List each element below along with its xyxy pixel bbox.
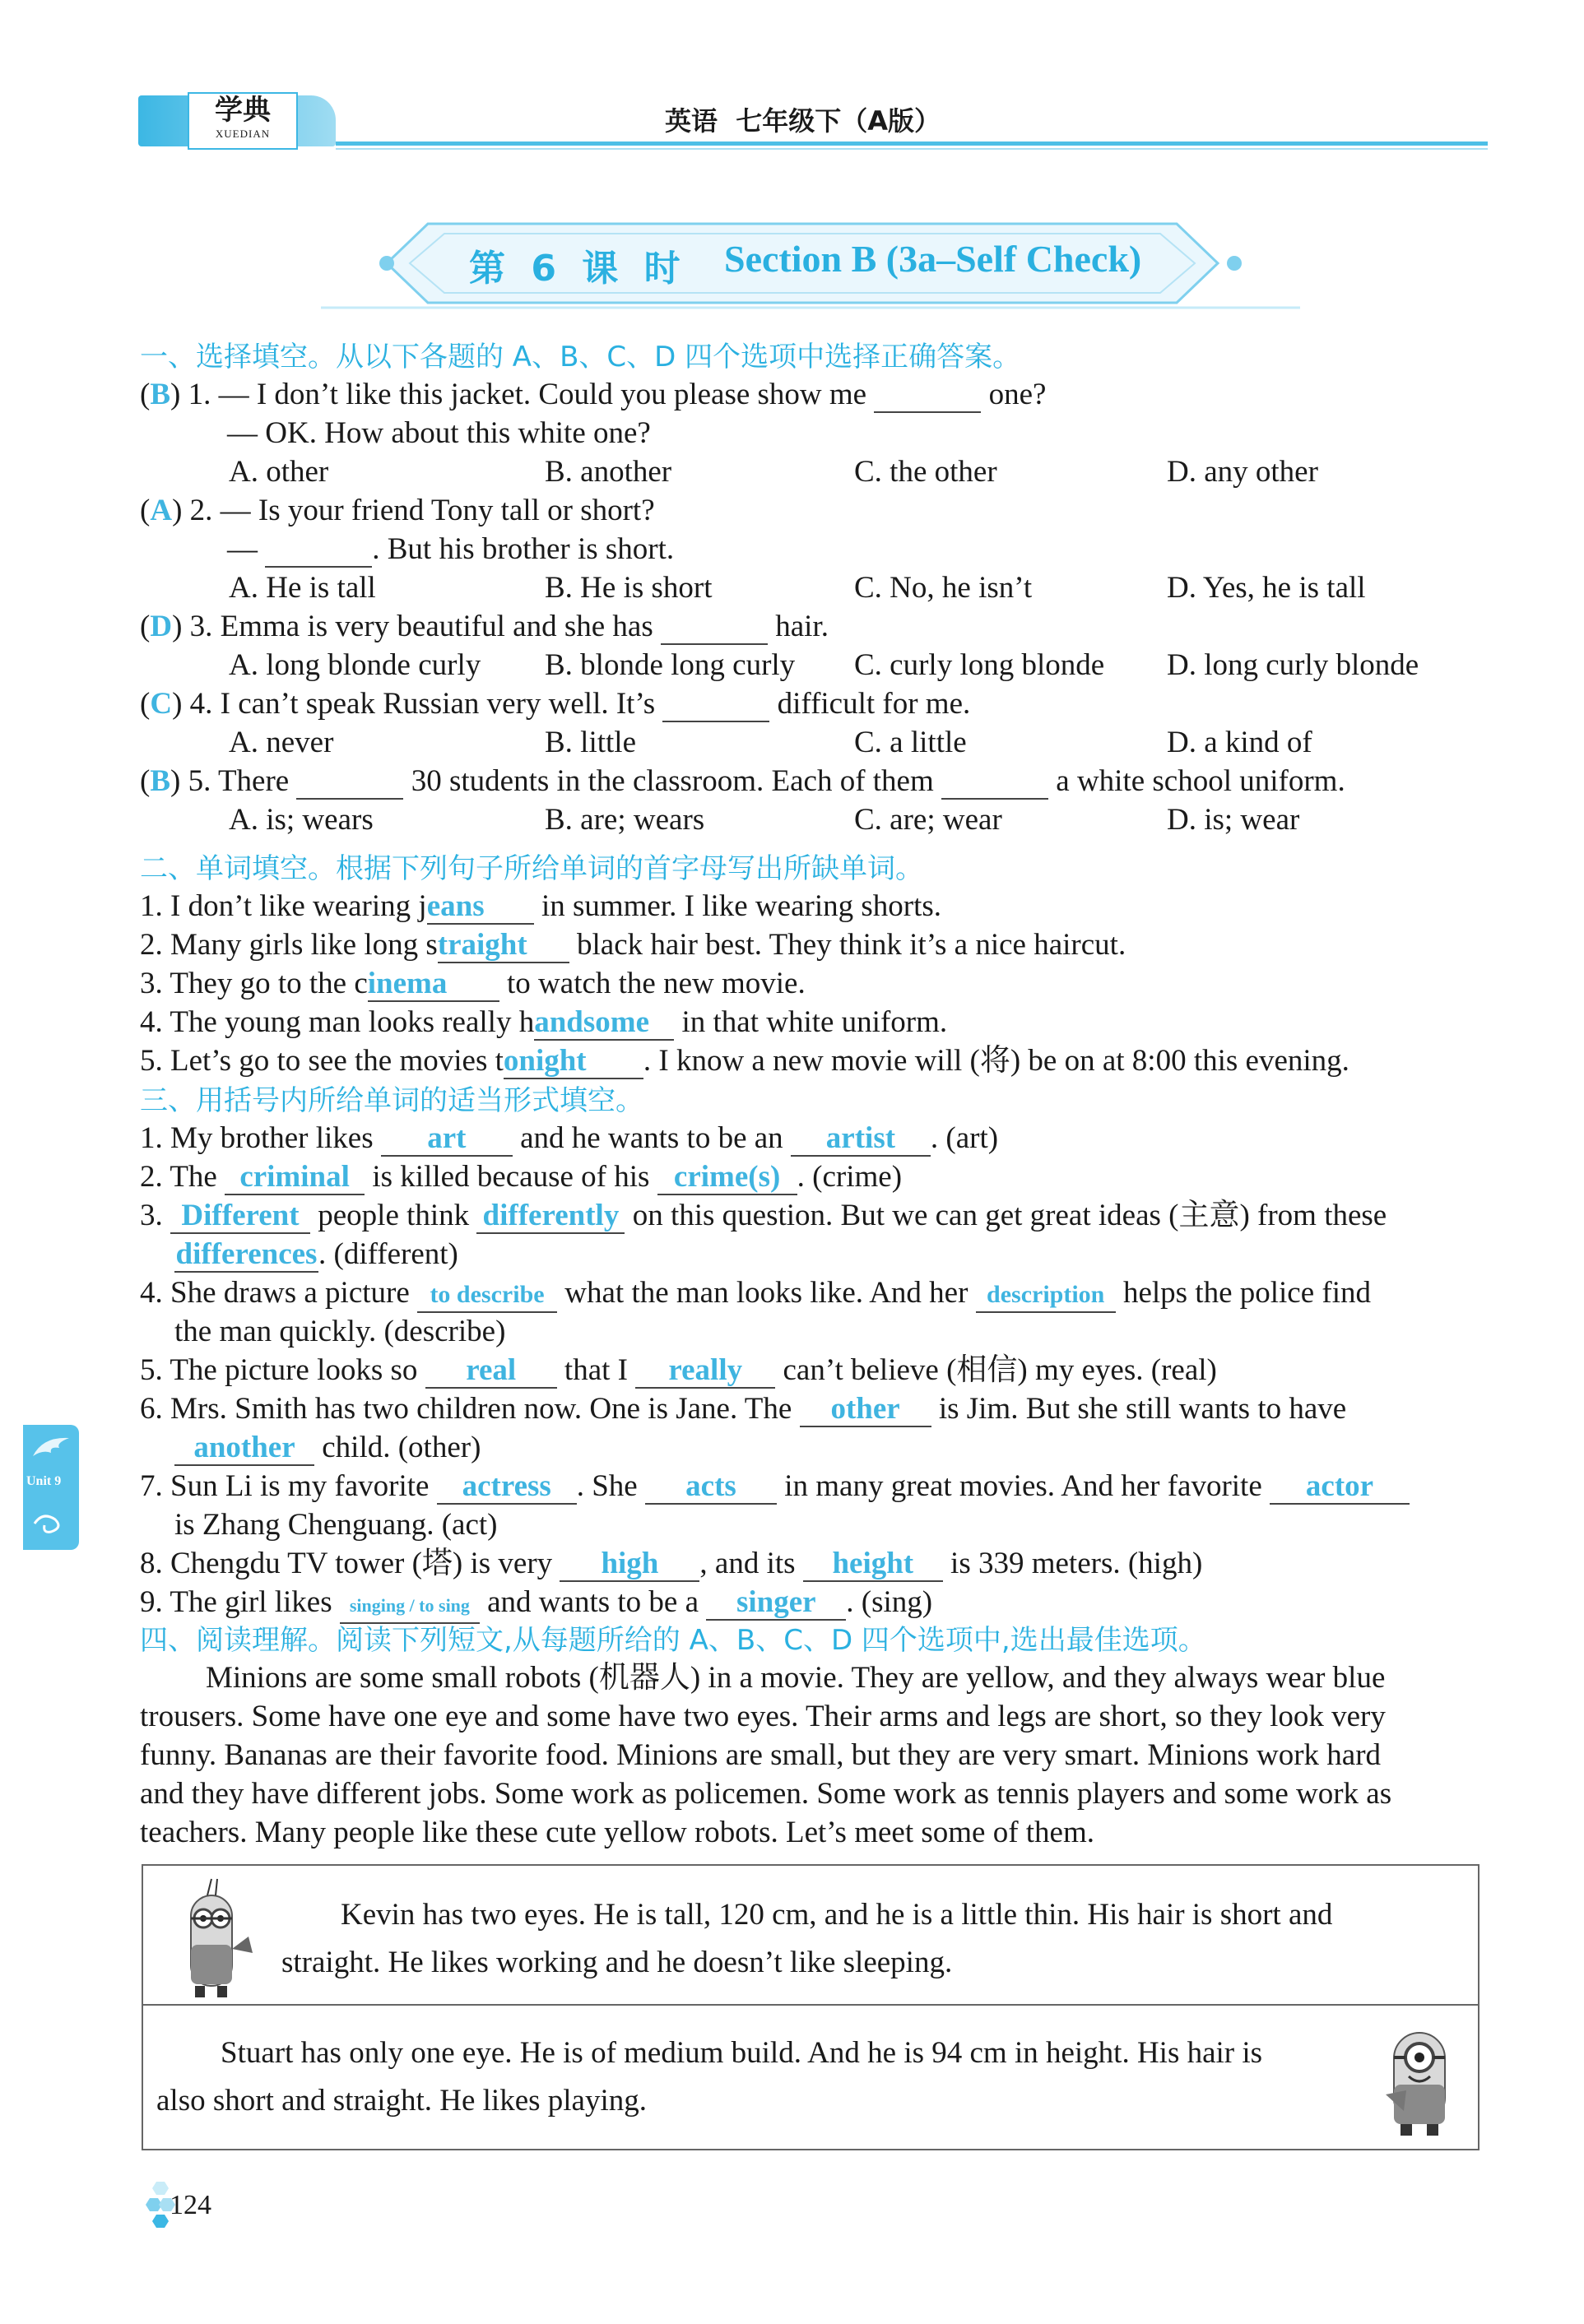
answer-blank: real [425, 1354, 557, 1389]
page-footer [140, 2178, 304, 2236]
answer-blank [874, 378, 981, 413]
kevin-panel [142, 1864, 1479, 2007]
form-item-6: 6. Mrs. Smith has two children now. One is Jane. The other is Jim. But she still wants to have [140, 1392, 1347, 1426]
form-item-3: 3. Different people think differently on this question. But we can get great ideas (主意) from these [140, 1199, 1387, 1232]
option-b: B. little [545, 726, 636, 759]
option-c: C. curly long blonde [854, 648, 1105, 682]
answer-1: B [150, 378, 171, 411]
banner-cn: 第 6 课 时 [469, 248, 687, 290]
passage-line-4: and they have different jobs. Some work as policemen. Some work as tennis players and some work as [140, 1777, 1392, 1811]
form-item-5: 5. The picture looks so real that I really can’t believe (相信) my eyes. (real) [140, 1353, 1217, 1387]
answer-blank: acts [645, 1470, 777, 1505]
option-b: B. He is short [545, 571, 713, 605]
answer-blank: artist [791, 1122, 931, 1157]
section-2-title: 二、单词填空。根据下列句子所给单词的首字母写出所缺单词。 [140, 852, 923, 885]
question-2-options [229, 570, 1496, 606]
logo-box [188, 92, 298, 150]
form-item-2: 2. The criminal is killed because of his crime(s) . (crime) [140, 1160, 903, 1194]
answer-blank: description [976, 1278, 1116, 1313]
answer-blank: singing / to sing [340, 1589, 480, 1624]
form-item-8: 8. Chengdu TV tower (塔) is very high , and its height is 339 meters. (high) [140, 1547, 1203, 1580]
answer-5: B [150, 764, 171, 798]
option-c: C. the other [854, 455, 997, 489]
stuart-text-1: Stuart has only one eye. He is of medium build. And he is 94 cm in height. His hair is [221, 2036, 1263, 2070]
question-4: (C) 4. I can’t speak Russian very well. It’s difficult for me. [140, 687, 971, 721]
answer-blank: eans [427, 890, 534, 925]
section-1 [140, 339, 1498, 849]
answer-3: D [150, 610, 173, 643]
option-b: B. are; wears [545, 803, 705, 837]
word-item-3: 3. They go to the cinema to watch the new movie. [140, 967, 806, 1000]
answer-blank: andsome [534, 1006, 674, 1041]
unit-label: Unit 9 [26, 1474, 62, 1488]
form-item-4-cont: the man quickly. (describe) [174, 1315, 506, 1348]
answer-blank: to describe [417, 1278, 557, 1313]
answer-blank: art [381, 1122, 513, 1157]
word-item-4: 4. The young man looks really handsome in that white uniform. [140, 1005, 948, 1039]
question-2-line2: — . But his brother is short. [227, 532, 675, 566]
passage-line-2: trousers. Some have one eye and some have two eyes. Their arms and legs are short, so they look very [140, 1700, 1386, 1733]
question-3-options [229, 647, 1496, 684]
option-b: B. blonde long curly [545, 648, 796, 682]
section-3 [140, 1083, 1498, 1626]
option-c: C. No, he isn’t [854, 571, 1033, 605]
option-c: C. a little [854, 726, 967, 759]
unit-side-tab [23, 1425, 79, 1550]
header-rule [336, 141, 1488, 146]
kevin-text-1: Kevin has two eyes. He is tall, 120 cm, and he is a little thin. His hair is short and [341, 1898, 1333, 1932]
answer-blank [941, 765, 1048, 800]
swirl-icon [26, 1507, 76, 1540]
option-d: D. a kind of [1167, 726, 1312, 759]
passage-line-1: Minions are some small robots (机器人) in a movie. They are yellow, and they always wear blue [206, 1661, 1386, 1695]
answer-4: C [150, 687, 173, 721]
option-a: A. long blonde curly [229, 648, 481, 682]
option-a: A. He is tall [229, 571, 376, 605]
section-4 [140, 1622, 1498, 1849]
question-1-line2: — OK. How about this white one? [227, 416, 651, 450]
form-item-7: 7. Sun Li is my favorite actress . She acts in many great movies. And her favorite actor [140, 1468, 1410, 1505]
option-d: D. Yes, he is tall [1167, 571, 1366, 605]
answer-blank: height [803, 1547, 943, 1582]
answer-blank: other [800, 1393, 931, 1427]
form-item-9: 9. The girl likes singing / to sing and wants to be a singer . (sing) [140, 1584, 932, 1624]
logo-en: XUEDIAN [215, 128, 271, 140]
minion-kevin-illustration [166, 1871, 257, 2002]
header-rule-thin [336, 148, 1488, 150]
answer-blank: actress [437, 1470, 577, 1505]
answer-blank: high [560, 1547, 699, 1582]
answer-blank: onight [504, 1045, 643, 1079]
answer-blank [296, 765, 403, 800]
option-d: D. long curly blonde [1167, 648, 1419, 682]
question-4-options [229, 725, 1496, 761]
answer-blank [265, 533, 372, 568]
answer-blank: differently [476, 1199, 625, 1234]
answer-blank: inema [368, 967, 499, 1002]
answer-blank: actor [1270, 1470, 1410, 1505]
kevin-text-2: straight. He likes working and he doesn’t like sleeping. [281, 1946, 953, 1979]
answer-blank: Different [170, 1199, 310, 1234]
page-header [138, 92, 1488, 151]
form-item-7-cont: is Zhang Chenguang. (act) [174, 1508, 498, 1542]
answer-blank: another [174, 1431, 314, 1466]
option-c: C. are; wear [854, 803, 1002, 837]
answer-blank: traight [438, 929, 569, 963]
form-item-6-cont: another child. (other) [174, 1430, 481, 1466]
section-3-title: 三、用括号内所给单词的适当形式填空。 [140, 1084, 643, 1117]
word-item-2: 2. Many girls like long straight black hair best. They think it’s a nice haircut. [140, 928, 1126, 962]
section-4-title: 四、阅读理解。阅读下列短文,从每题所给的 A、B、C、D 四个选项中,选出最佳选项。 [140, 1624, 1206, 1657]
answer-blank: criminal [225, 1161, 365, 1195]
option-d: D. is; wear [1167, 803, 1300, 837]
passage-line-3: funny. Bananas are their favorite food. Minions are small, but they are very smart. Minions work hard [140, 1738, 1382, 1772]
form-item-3-cont: differences. (different) [175, 1237, 458, 1271]
answer-blank [661, 610, 768, 645]
option-d: D. any other [1167, 455, 1318, 489]
option-a: A. never [229, 726, 334, 759]
question-2: (A) 2. — Is your friend Tony tall or short? [140, 494, 655, 527]
form-item-4: 4. She draws a picture to describe what the man looks like. And her description helps the police find [140, 1275, 1371, 1313]
question-5-options [229, 802, 1496, 838]
option-a: A. is; wears [229, 803, 374, 837]
question-5: (B) 5. There 30 students in the classroom. Each of them a white school uniform. [140, 764, 1345, 798]
answer-2: A [150, 494, 173, 527]
answer-blank: really [635, 1354, 775, 1389]
passage-line-5: teachers. Many people like these cute yellow robots. Let’s meet some of them. [140, 1816, 1095, 1849]
wing-icon [26, 1431, 76, 1464]
logo-cn: 学典 [215, 94, 271, 127]
question-3: (D) 3. Emma is very beautiful and she has hair. [140, 610, 829, 643]
stuart-panel [142, 2004, 1479, 2150]
form-item-1: 1. My brother likes art and he wants to be an artist . (art) [140, 1121, 999, 1155]
book-title: 英语 七年级下（A版） [665, 105, 941, 137]
answer-blank: crime(s) [657, 1161, 797, 1195]
question-1: (B) 1. — I don’t like this jacket. Could you please show me one? [140, 378, 1047, 411]
option-b: B. another [545, 455, 672, 489]
section-2 [140, 851, 1498, 1089]
lesson-banner [313, 216, 1300, 314]
stuart-text-2: also short and straight. He likes playing. [156, 2084, 648, 2118]
banner-en: Section B (3a–Self Check) [724, 238, 1142, 280]
page-number: 124 [170, 2190, 211, 2220]
word-item-1: 1. I don’t like wearing jeans in summer. I like wearing shorts. [140, 889, 941, 923]
answer-blank [662, 688, 769, 722]
answer-blank: differences [175, 1237, 318, 1271]
section-1-title: 一、选择填空。从以下各题的 A、B、C、D 四个选项中选择正确答案。 [140, 341, 1021, 373]
word-item-5: 5. Let’s go to see the movies tonight . I know a new movie will (将) be on at 8:00 this evening. [140, 1044, 1349, 1078]
question-1-options [229, 454, 1496, 490]
option-a: A. other [229, 455, 329, 489]
answer-blank: singer [706, 1586, 846, 1621]
minion-stuart-illustration [1369, 2012, 1468, 2144]
